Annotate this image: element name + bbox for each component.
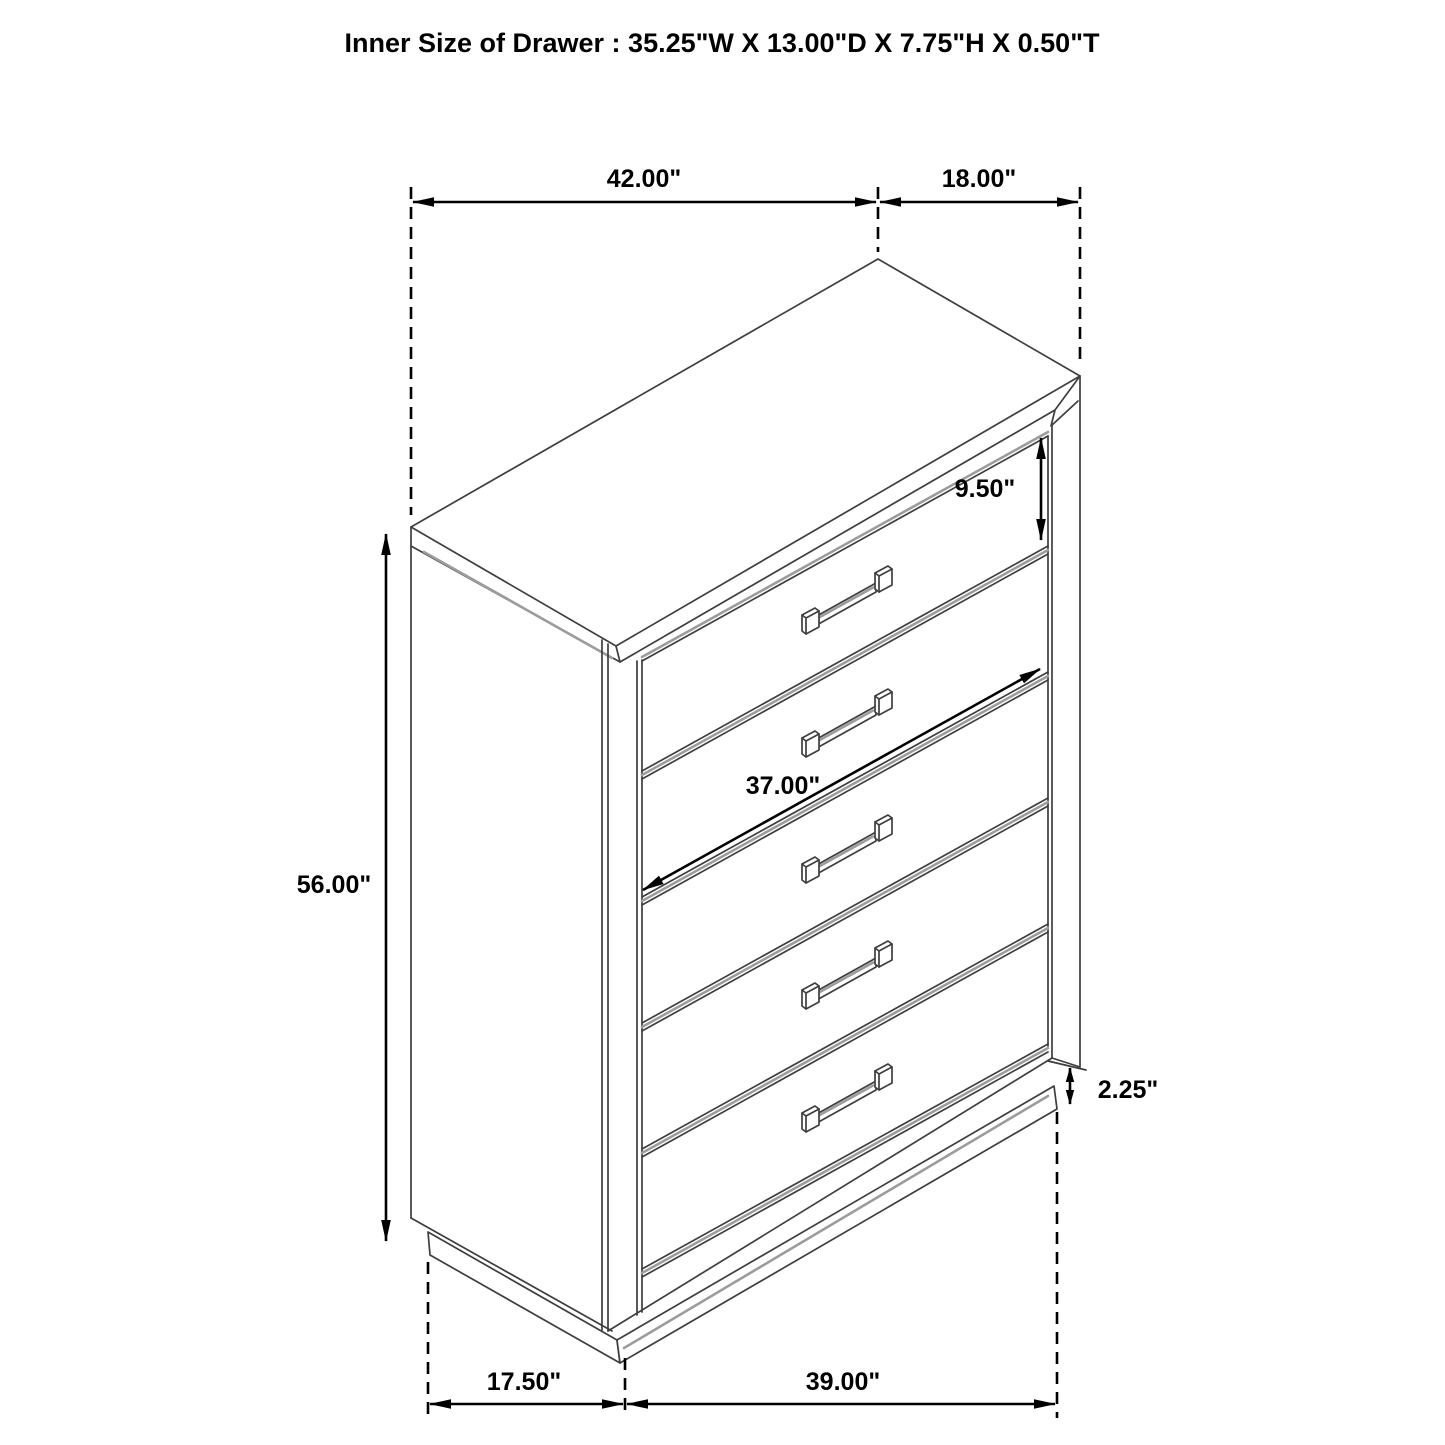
drawer-handle-2 [802,689,892,757]
dim-label-base-height: 2.25" [1097,1076,1159,1104]
dim-overall-depth [880,165,1078,202]
drawer-handle-4 [802,941,892,1009]
drawer-handle-3 [802,815,892,883]
drawing-title: Inner Size of Drawer : 35.25"W X 13.00"D X 7.75"H X 0.50"T [344,28,1100,58]
dim-drawer-front-height [955,438,1041,540]
chest-top-face [411,259,1080,662]
chest-right-edge [1052,376,1080,1067]
chest-base-plinth [428,1061,1086,1363]
dim-label-drawer-front-width: 37.00" [745,772,821,800]
dim-base-side-depth [430,1368,623,1404]
drawer-handle-5 [802,1064,892,1132]
drawer-handles [802,566,892,1132]
dim-overall-width [413,165,876,202]
dim-label-base-side-depth: 17.50" [486,1368,562,1396]
chest-line-art [411,259,1086,1363]
dim-label-overall-depth: 18.00" [941,165,1017,193]
dim-base-height [1070,1068,1158,1104]
drawer-handle-1 [802,566,892,634]
dim-base-front-width [627,1368,1055,1404]
dim-label-overall-height: 56.00" [296,871,372,899]
dim-label-base-front-width: 39.00" [805,1368,881,1396]
dim-label-overall-width: 42.00" [606,165,682,193]
drawer-separators [642,546,1048,1277]
dim-label-drawer-front-height: 9.50" [954,475,1016,503]
chest-side-panel [411,546,612,1331]
dim-overall-height [297,534,386,1241]
